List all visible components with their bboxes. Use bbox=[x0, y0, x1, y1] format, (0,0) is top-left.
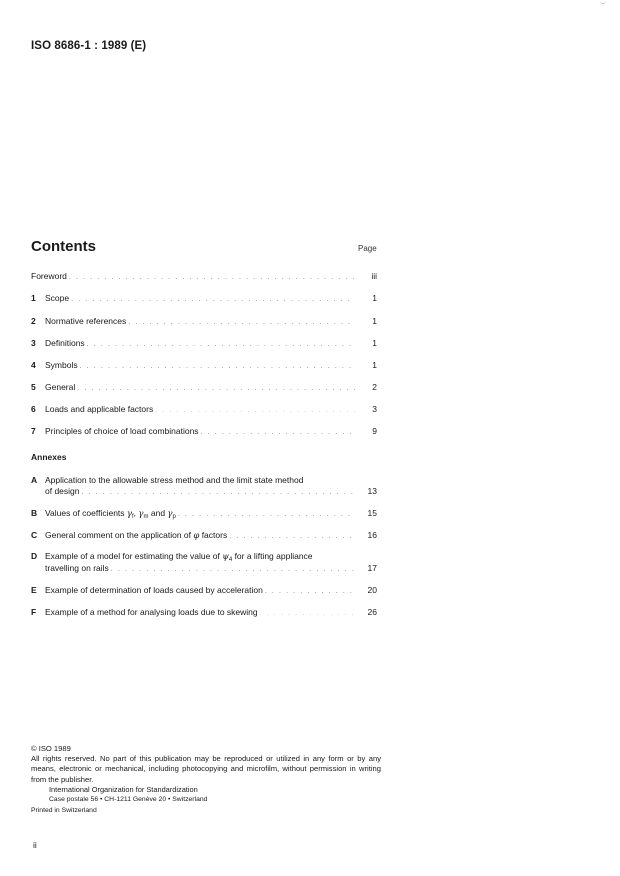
copyright-line: © ISO 1989 bbox=[31, 744, 71, 753]
annexes-heading: Annexes bbox=[31, 452, 67, 462]
dot-leader bbox=[201, 427, 355, 439]
toc-entry-page: 1 bbox=[372, 316, 377, 326]
toc-entry-number: 3 bbox=[31, 338, 36, 348]
subscript: p bbox=[172, 514, 176, 520]
dot-leader bbox=[229, 531, 355, 543]
separator: , bbox=[133, 508, 139, 518]
dot-leader bbox=[155, 405, 355, 417]
annex-letter: E bbox=[31, 585, 37, 595]
contents-heading: Contents bbox=[31, 238, 96, 255]
dot-leader bbox=[260, 608, 355, 620]
dot-leader bbox=[128, 317, 355, 329]
subscript: 4 bbox=[228, 557, 233, 563]
toc-entry-page: iii bbox=[371, 271, 377, 281]
toc-entry-scope[interactable] bbox=[31, 292, 377, 304]
annex-letter: B bbox=[31, 508, 38, 518]
toc-entry-title: Loads and applicable factors bbox=[45, 404, 154, 414]
dot-leader bbox=[71, 294, 355, 306]
annex-page: 15 bbox=[367, 508, 377, 518]
page-column-label: Page bbox=[358, 244, 377, 253]
toc-entry-page: 9 bbox=[372, 426, 377, 436]
annex-page: 26 bbox=[367, 607, 377, 617]
toc-entry-normative-references[interactable] bbox=[31, 315, 377, 327]
annex-title-text: Example of a model for estimating the value of bbox=[45, 551, 223, 561]
toc-entry-page: 2 bbox=[372, 382, 377, 392]
annex-letter: A bbox=[31, 475, 38, 485]
toc-entry-number: 1 bbox=[31, 293, 36, 303]
toc-entry-title: Definitions bbox=[45, 338, 85, 348]
toc-entry-title: General bbox=[45, 382, 76, 392]
toc-entry-title: Symbols bbox=[45, 360, 78, 370]
annex-letter: D bbox=[31, 551, 38, 561]
annex-title-line1: Application to the allowable stress method and the limit state method bbox=[45, 475, 304, 485]
toc-entry-number: 2 bbox=[31, 316, 36, 326]
annex-title-text: Values of coefficients bbox=[45, 508, 127, 518]
dot-leader bbox=[82, 487, 356, 499]
organization-name: International Organization for Standardization bbox=[49, 784, 198, 794]
page-number: ii bbox=[33, 840, 37, 850]
toc-entry-load-combinations[interactable] bbox=[31, 425, 377, 437]
toc-entry-page: 1 bbox=[372, 338, 377, 348]
separator: and bbox=[148, 508, 168, 518]
printed-in: Printed in Switzerland bbox=[31, 807, 97, 815]
annex-title-text: General comment on the application of bbox=[45, 530, 194, 540]
toc-entry-number: 5 bbox=[31, 382, 36, 392]
toc-entry-title: Normative references bbox=[45, 316, 127, 326]
toc-entry-number: 4 bbox=[31, 360, 36, 370]
subscript: f bbox=[132, 514, 134, 520]
toc-entry-page: 3 bbox=[372, 404, 377, 414]
scan-artifact-mark bbox=[600, 0, 606, 4]
dot-leader bbox=[111, 564, 355, 576]
toc-entry-number: 7 bbox=[31, 426, 36, 436]
annex-page: 13 bbox=[367, 486, 377, 496]
organization-address: Case postale 56 • CH-1211 Genève 20 • Switzerland bbox=[49, 796, 208, 804]
annex-e-entry[interactable] bbox=[31, 584, 377, 596]
toc-entry-page: 1 bbox=[372, 293, 377, 303]
dot-leader bbox=[69, 272, 355, 284]
annex-title bbox=[45, 529, 227, 542]
toc-entry-definitions[interactable] bbox=[31, 337, 377, 349]
annex-b-entry[interactable] bbox=[31, 507, 377, 519]
psi-symbol: ψ bbox=[222, 552, 229, 562]
toc-entry-symbols[interactable] bbox=[31, 359, 377, 371]
document-id: ISO 8686-1 : 1989 (E) bbox=[31, 40, 147, 52]
gamma-symbol: γ bbox=[126, 509, 132, 519]
annex-letter: C bbox=[31, 530, 38, 540]
annex-a-entry[interactable] bbox=[31, 485, 377, 497]
annex-d-entry[interactable] bbox=[31, 562, 377, 574]
toc-entry-number: 6 bbox=[31, 404, 36, 414]
annex-page: 20 bbox=[367, 585, 377, 595]
toc-entry-loads[interactable] bbox=[31, 403, 377, 415]
toc-entry-title: Foreword bbox=[31, 271, 67, 281]
dot-leader bbox=[87, 339, 355, 351]
annex-f-entry[interactable] bbox=[31, 606, 377, 618]
annex-letter: F bbox=[31, 607, 37, 617]
annex-title-text: for a lifting appliance bbox=[232, 551, 313, 561]
annex-title-text: factors bbox=[199, 530, 228, 540]
dot-leader bbox=[77, 383, 355, 395]
toc-entry-general[interactable] bbox=[31, 381, 377, 393]
annex-title-line2: travelling on rails bbox=[45, 563, 109, 573]
subscript: m bbox=[143, 514, 149, 520]
dot-leader bbox=[178, 509, 355, 521]
toc-entry-foreword[interactable] bbox=[31, 270, 377, 282]
gamma-symbol: γ bbox=[138, 509, 144, 519]
dot-leader bbox=[80, 361, 355, 373]
annex-c-entry[interactable] bbox=[31, 529, 377, 541]
annex-title-line2: of design bbox=[45, 486, 80, 496]
annex-page: 17 bbox=[367, 563, 377, 573]
annex-title bbox=[45, 507, 176, 523]
rights-statement: All rights reserved. No part of this publication may be reproduced or utilized in any form or by any means, electronic or mechanical, including photocopying and microfilm, without permission in writing from the publisher. bbox=[31, 754, 381, 784]
copyright-notice bbox=[31, 744, 381, 816]
annex-title: Example of a method for analysing loads due to skewing bbox=[45, 607, 258, 617]
phi-symbol: φ bbox=[193, 531, 200, 541]
toc-entry-title: Principles of choice of load combinations bbox=[45, 426, 199, 436]
toc-entry-title: Scope bbox=[45, 293, 70, 303]
gamma-symbol: γ bbox=[167, 509, 173, 519]
annex-title: Example of determination of loads caused by acceleration bbox=[45, 585, 263, 595]
dot-leader bbox=[265, 586, 355, 598]
annex-page: 16 bbox=[367, 530, 377, 540]
toc-entry-page: 1 bbox=[372, 360, 377, 370]
